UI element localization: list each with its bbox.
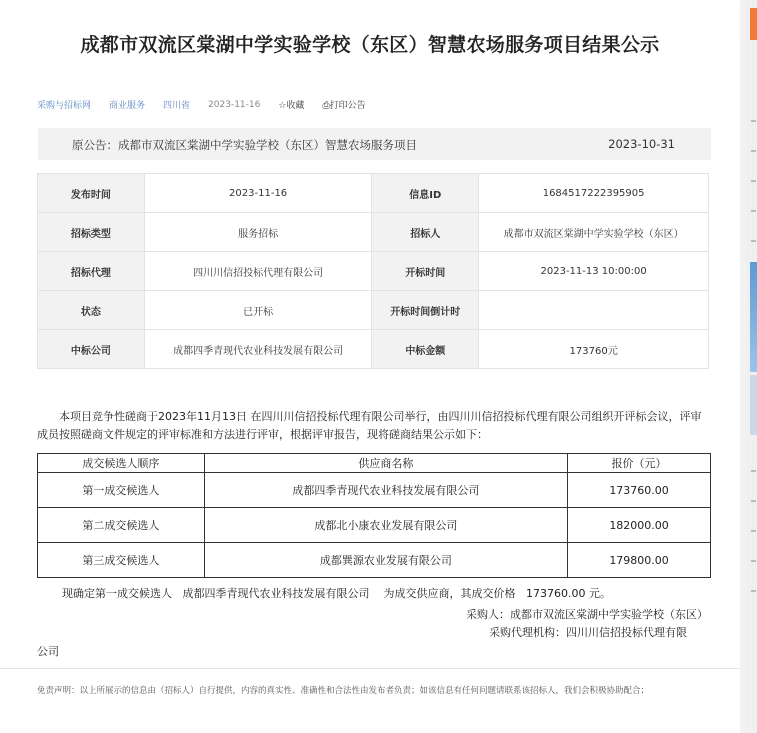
supplier-name: 成都北小康农业发展有限公司 [204, 508, 567, 543]
source-link[interactable]: 采购与招标网 [37, 101, 92, 111]
original-announcement[interactable] [38, 128, 711, 160]
column-header: 成交候选人顺序 [38, 454, 205, 473]
table-row [38, 508, 711, 543]
sidebar-banner-image[interactable] [750, 262, 757, 372]
info-label: 招标人 [372, 213, 479, 252]
results-table [37, 453, 711, 578]
info-label: 状态 [38, 291, 145, 330]
candidate-rank: 第三成交候选人 [38, 543, 205, 578]
list-item[interactable] [751, 470, 756, 472]
list-item[interactable] [751, 560, 756, 562]
award-confirmation: 现确定第一成交候选人 成都四季青现代农业科技发展有限公司 为成交供应商，其成交价格 173760.00 元。 [62, 587, 611, 600]
list-item[interactable] [751, 210, 756, 212]
info-label: 发布时间 [38, 174, 145, 213]
original-announcement-date: 2023-10-31 [608, 137, 675, 151]
divider [0, 668, 740, 669]
table-row [38, 473, 711, 508]
buyer-line: 采购人：成都市双流区棠湖中学实验学校（东区） [466, 608, 708, 621]
original-announcement-title[interactable]: 原公告：成都市双流区棠湖中学实验学校（东区）智慧农场服务项目 [72, 138, 417, 152]
info-value: 1684517222395905 [479, 174, 709, 213]
list-item[interactable] [751, 150, 756, 152]
quote-price: 182000.00 [568, 508, 711, 543]
info-label: 中标金额 [372, 330, 479, 369]
sidebar-accent[interactable] [750, 8, 757, 40]
star-icon: ☆ [278, 101, 287, 111]
info-value: 四川川信招投标代理有限公司 [144, 252, 372, 291]
sidebar-banner-image-2[interactable] [750, 375, 757, 435]
info-value: 成都四季青现代农业科技发展有限公司 [144, 330, 372, 369]
meta-bar [37, 98, 366, 111]
agency-line: 采购代理机构：四川川信招投标代理有限 [489, 626, 687, 639]
info-value: 已开标 [144, 291, 372, 330]
info-value [479, 291, 709, 330]
info-label: 开标时间倒计时 [372, 291, 479, 330]
info-value: 173760元 [479, 330, 709, 369]
publish-date: 2023-11-16 [208, 99, 261, 110]
list-item[interactable] [751, 120, 756, 122]
intro-paragraph: 本项目竞争性磋商于2023年11月13日 在四川川信招投标代理有限公司举行，由四川川信招投标代理有限公司组织开评标会议，评审成员按照磋商文件规定的评审标准和方法进行评审，根据评审报告，现将磋商结果公示如下： [37, 410, 702, 441]
info-label: 招标代理 [38, 252, 145, 291]
info-label: 招标类型 [38, 213, 145, 252]
table-row [38, 291, 709, 330]
list-item[interactable] [751, 530, 756, 532]
info-table [37, 173, 709, 369]
disclaimer-text: 免责声明：以上所展示的信息由（招标人）自行提供，内容的真实性、准确性和合法性由发布者负责；如该信息有任何问题请联系该招标人，我们会积极协助配合； [37, 686, 650, 696]
candidate-rank: 第二成交候选人 [38, 508, 205, 543]
table-row [38, 213, 709, 252]
table-row [38, 252, 709, 291]
supplier-name: 成都巽源农业发展有限公司 [204, 543, 567, 578]
print-button[interactable]: ⎙打印公告 [322, 101, 366, 111]
table-row [38, 543, 711, 578]
table-row [38, 174, 709, 213]
info-value: 2023-11-13 10:00:00 [479, 252, 709, 291]
list-item[interactable] [751, 180, 756, 182]
info-label: 信息ID [372, 174, 479, 213]
quote-price: 179800.00 [568, 543, 711, 578]
info-value: 成都市双流区棠湖中学实验学校（东区） [479, 213, 709, 252]
table-row [38, 330, 709, 369]
candidate-rank: 第一成交候选人 [38, 473, 205, 508]
category-link[interactable]: 商业服务 [109, 101, 146, 111]
column-header: 供应商名称 [204, 454, 567, 473]
list-item[interactable] [751, 590, 756, 592]
info-label: 开标时间 [372, 252, 479, 291]
quote-price: 173760.00 [568, 473, 711, 508]
agency-line-continued: 公司 [37, 645, 59, 658]
supplier-name: 成都四季青现代农业科技发展有限公司 [204, 473, 567, 508]
column-header: 报价（元） [568, 454, 711, 473]
print-icon: ⎙ [322, 101, 330, 111]
favorite-button[interactable]: ☆收藏 [278, 101, 305, 111]
info-value: 服务招标 [144, 213, 372, 252]
info-label: 中标公司 [38, 330, 145, 369]
list-item[interactable] [751, 240, 756, 242]
page-title: 成都市双流区棠湖中学实验学校（东区）智慧农场服务项目结果公示 [80, 34, 660, 56]
info-value: 2023-11-16 [144, 174, 372, 213]
table-header-row [38, 454, 711, 473]
region-link[interactable]: 四川省 [163, 101, 191, 111]
list-item[interactable] [751, 500, 756, 502]
